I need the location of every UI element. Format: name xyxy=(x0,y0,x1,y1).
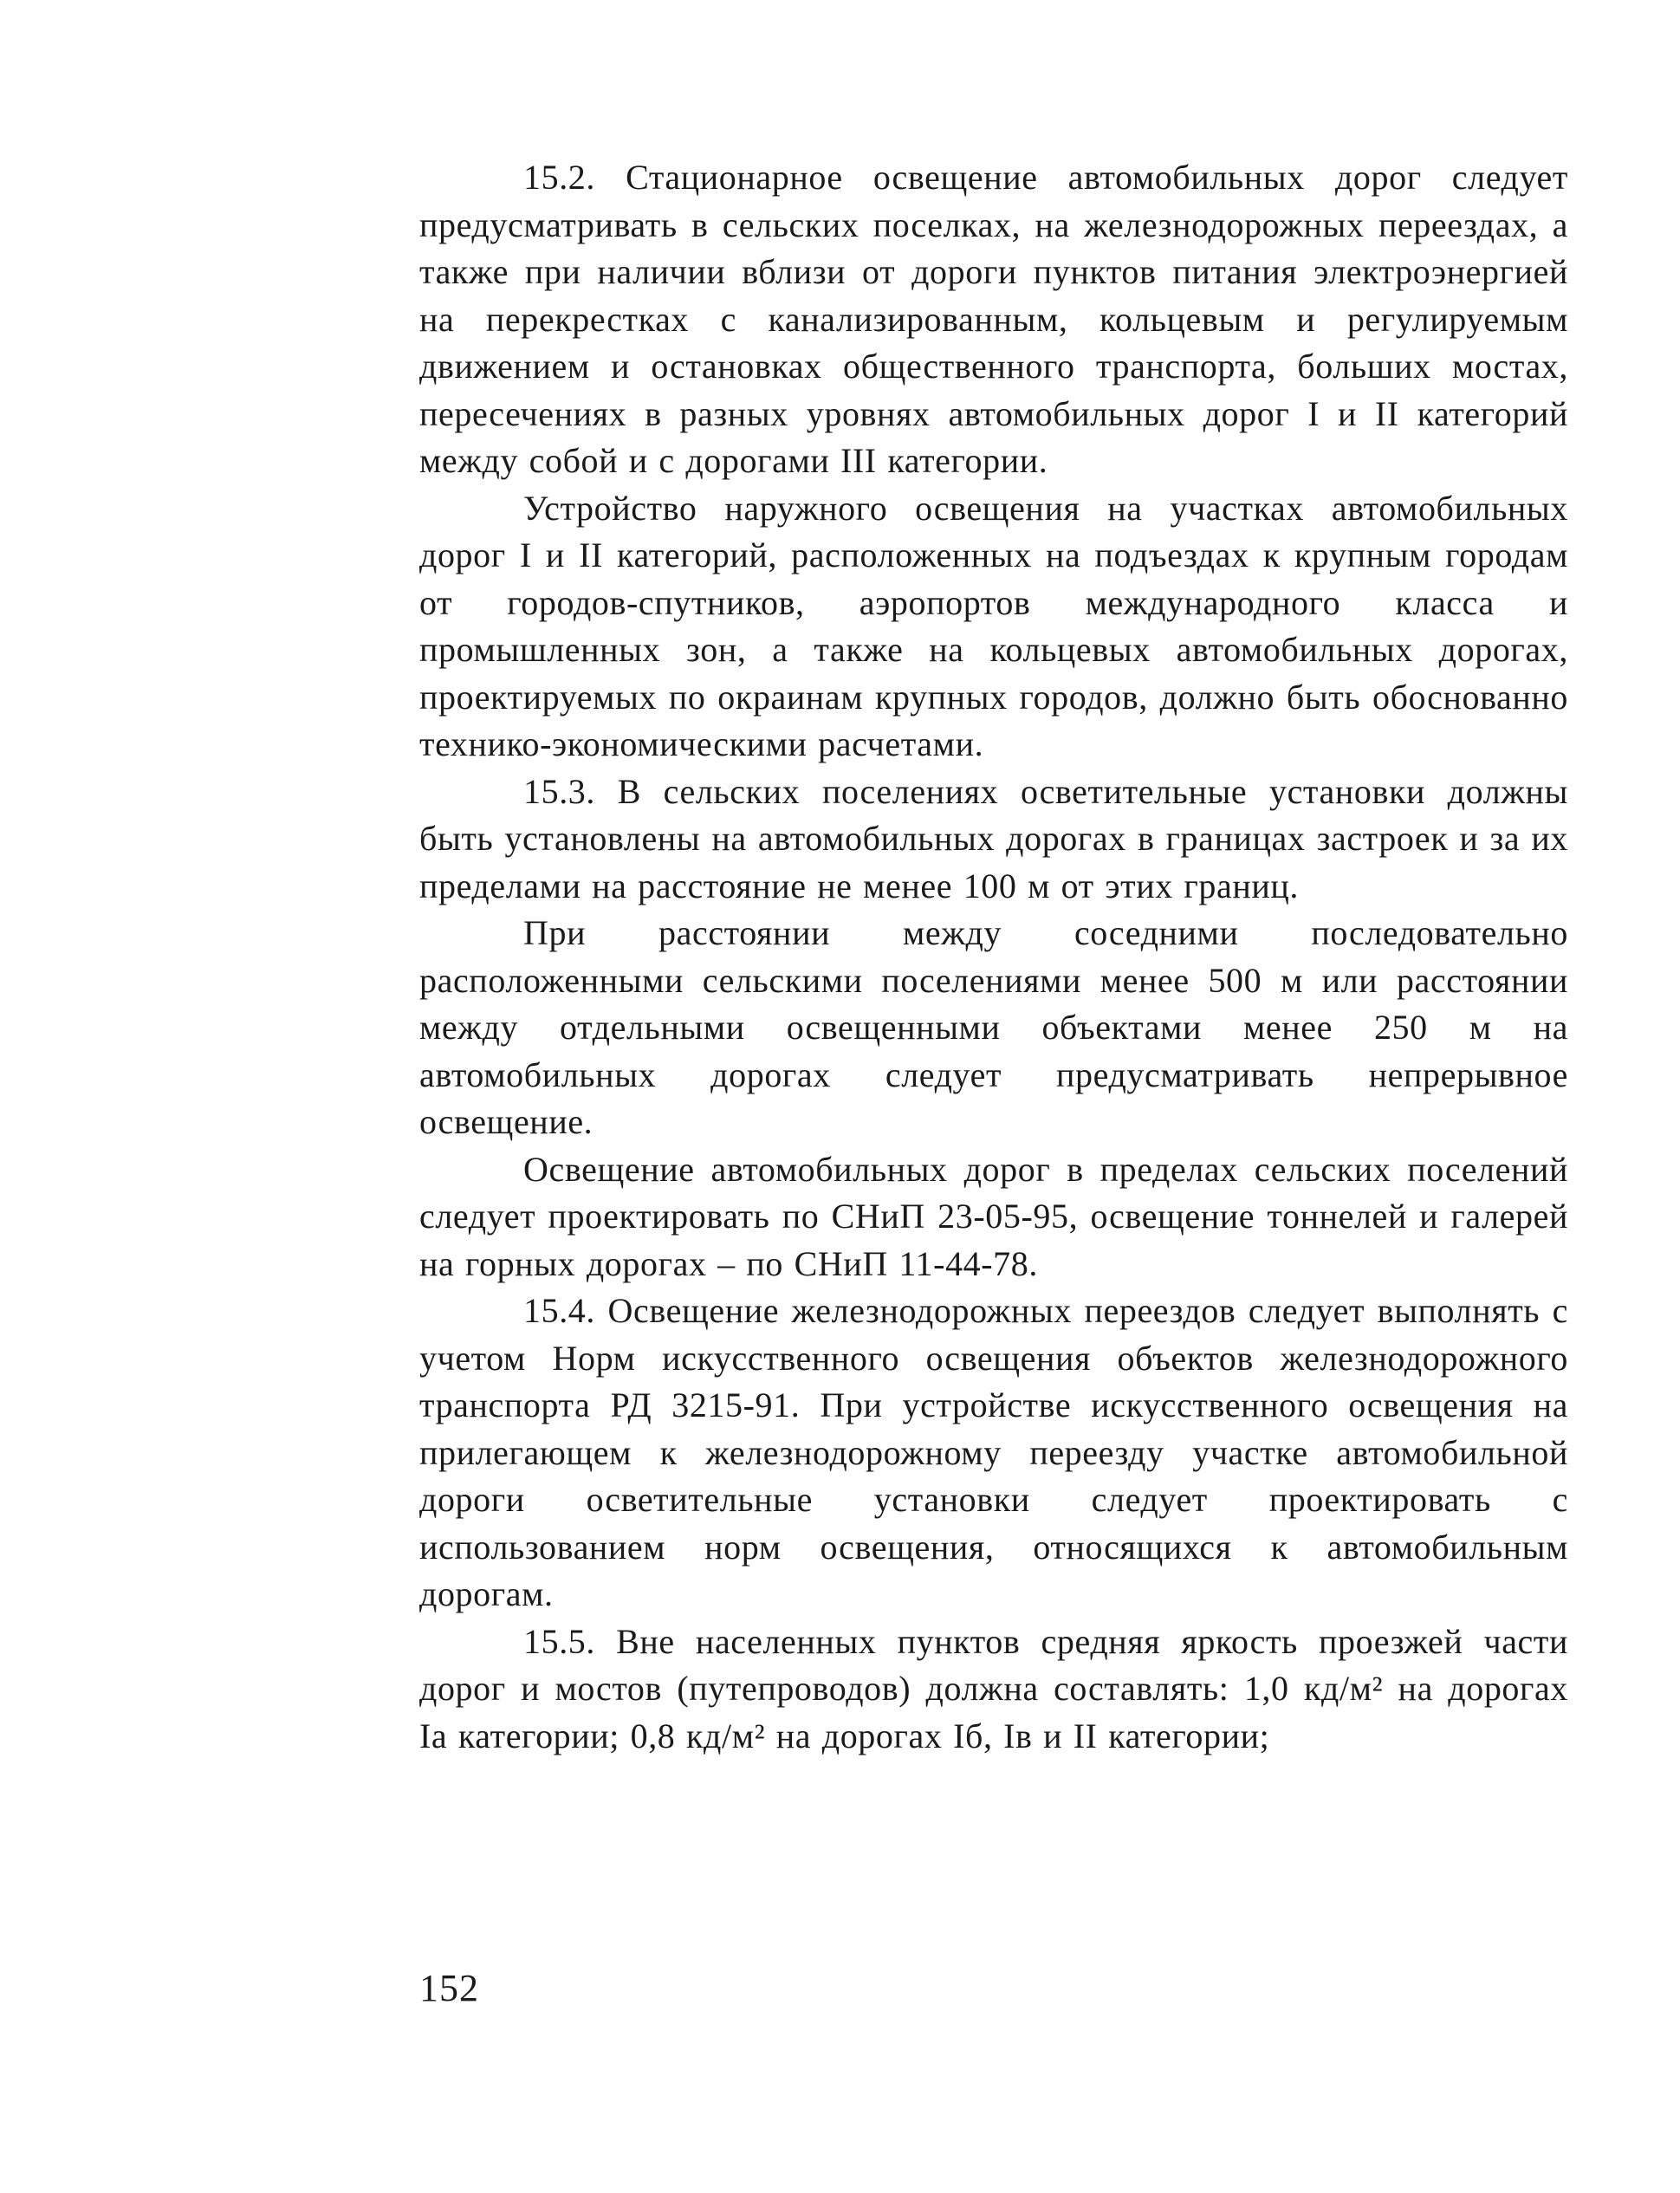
paragraph-15-4: 15.4. Освещение железнодорожных переездов следует выполнять с учетом Норм искусственного освещения объектов железнодорожного транспорта РД 3215-91. При устройстве искусственного освещения на прилегающем к железнодорожному переезду участке автомобильной дороги осветительные установки следует проектировать с использованием норм освещения, относящихся к автомобильным дорогам. xyxy=(419,1291,1568,1613)
paragraph-15-3: 15.3. В сельских поселениях осветительные установки должны быть установлены на автомобильных дорогах в границах застроек и за их пределами на расстояние не менее 100 м от этих границ. xyxy=(419,771,1568,905)
paragraph-rural-settlements: Освещение автомобильных дорог в пределах сельских поселений следует проектировать по СНиП 23-05-95, освещение тоннелей и галерей на горных дорогах – по СНиП 11-44-78. xyxy=(419,1149,1568,1283)
paragraph-15-5: 15.5. Вне населенных пунктов средняя яркость проезжей части дорог и мостов (путепроводов) должна составлять: 1,0 кд/м² на дорогах Iа категории; 0,8 кд/м² на дорогах Iб, Iв и II категории; xyxy=(419,1621,1568,1755)
paragraph-outdoor-lighting: Устройство наружного освещения на участках автомобильных дорог I и II категорий, расположенных на подъездах к крупным городам от городов-спутников, аэропортов международного класса и промышленных зон, а также на кольцевых автомобильных дорогах, проектируемых по окраинам крупных городов, должно быть обоснованно технико-экономическими расчетами. xyxy=(419,488,1568,763)
paragraph-15-2: 15.2. Стационарное освещение автомобильных дорог следует предусматривать в сельских поселках, на железнодорожных переездах, а также при наличии вблизи от дороги пунктов питания электроэнергией на перекрестках с канализированным, кольцевым и регулируемым движением и остановках общественного транспорта, больших мостах, пересечениях в разных уровнях автомобильных дорог I и II категорий между собой и с дорогами III категории. xyxy=(419,158,1568,480)
body-text xyxy=(419,154,1568,1760)
page-number: 152 xyxy=(419,1967,479,2009)
paragraph-continuous-lighting: При расстоянии между соседними последовательно расположенными сельскими поселениями менее 500 м или расстоянии между отдельными освещенными объектами менее 250 м на автомобильных дорогах следует предусматривать непрерывное освещение. xyxy=(419,913,1568,1141)
